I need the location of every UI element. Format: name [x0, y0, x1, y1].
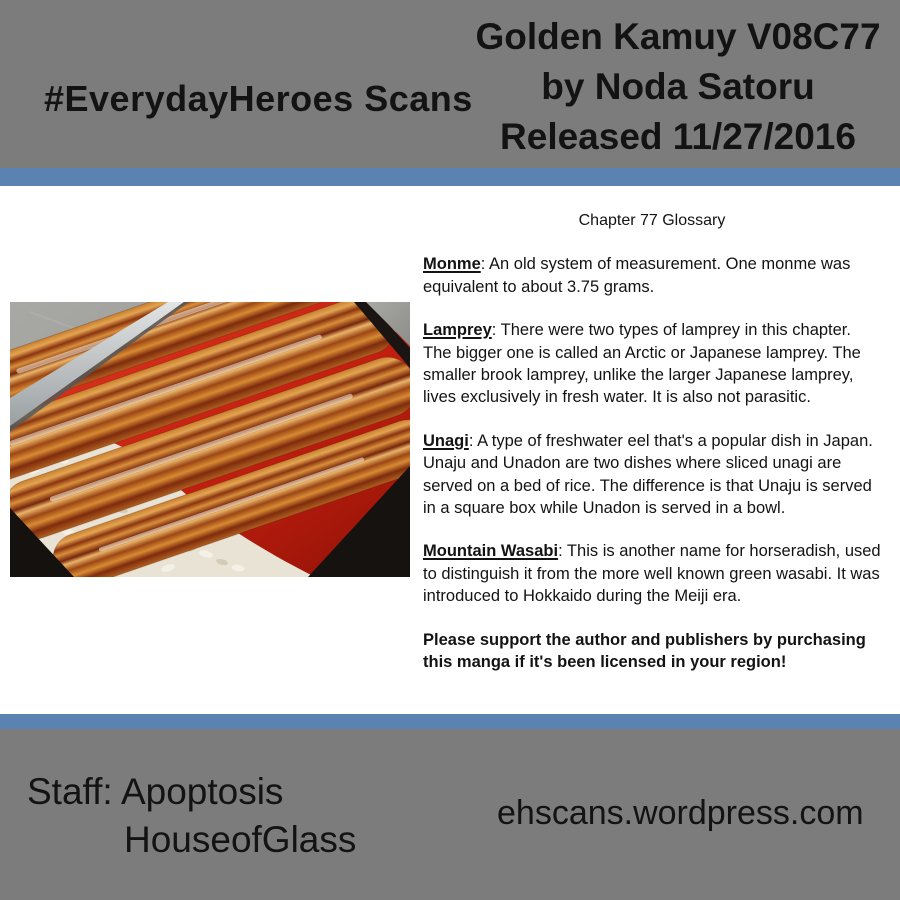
glossary — [423, 210, 881, 695]
glossary-title: Chapter 77 Glossary — [578, 212, 726, 229]
glossary-definition-monme: : An old system of measurement. One monme was equivalent to about 3.75 grams. — [423, 255, 851, 296]
support-note: Please support the author and publishers by purchasing this manga if it's been licensed in your region! — [423, 630, 866, 672]
group-name: #EverydayHeroes Scans — [44, 78, 473, 119]
glossary-entry-mountain-wasabi — [423, 540, 881, 607]
glossary-definition-lamprey: : There were two types of lamprey in this chapter. The bigger one is called an Arctic or Japanese lamprey. The smaller brook lamprey, unlike the larger Japanese lamprey, lives exclusively in fresh water. It is also not parasitic. — [423, 321, 861, 407]
release-title — [466, 12, 890, 162]
glossary-entry-lamprey — [423, 319, 881, 409]
site-url: ehscans.wordpress.com — [497, 794, 864, 832]
release-title-line-3: Released 11/27/2016 — [500, 116, 856, 157]
glossary-entry-monme — [423, 253, 881, 298]
release-title-line-1: Golden Kamuy V08C77 — [475, 16, 881, 57]
glossary-term-lamprey: Lamprey — [423, 321, 492, 340]
glossary-term-unagi: Unagi — [423, 431, 469, 450]
unagi-photo — [10, 302, 410, 577]
glossary-entry-unagi — [423, 430, 881, 520]
glossary-definition-unagi: : A type of freshwater eel that's a popular dish in Japan. Unaju and Unadon are two dishes where sliced unagi are served on a bed of rice. The difference is that Unaju is served in a square box while Unadon is served in a bowl. — [423, 431, 873, 518]
bottom-divider-stripe — [0, 714, 900, 729]
release-title-line-2: by Noda Satoru — [541, 66, 815, 107]
unagi-photo-art — [10, 302, 410, 577]
glossary-definition-mountain-wasabi: : This is another name for horseradish, used to distinguish it from the more well known green wasabi. It was introduced to Hokkaido during the Meiji era. — [423, 542, 881, 606]
staff-line-1: Staff: Apoptosis — [27, 771, 284, 812]
top-divider-stripe — [0, 168, 900, 186]
staff-line-2: HouseofGlass — [124, 819, 357, 860]
glossary-term-mountain-wasabi: Mountain Wasabi — [423, 542, 559, 561]
header-band — [0, 0, 900, 168]
glossary-term-monme: Monme — [423, 255, 481, 274]
